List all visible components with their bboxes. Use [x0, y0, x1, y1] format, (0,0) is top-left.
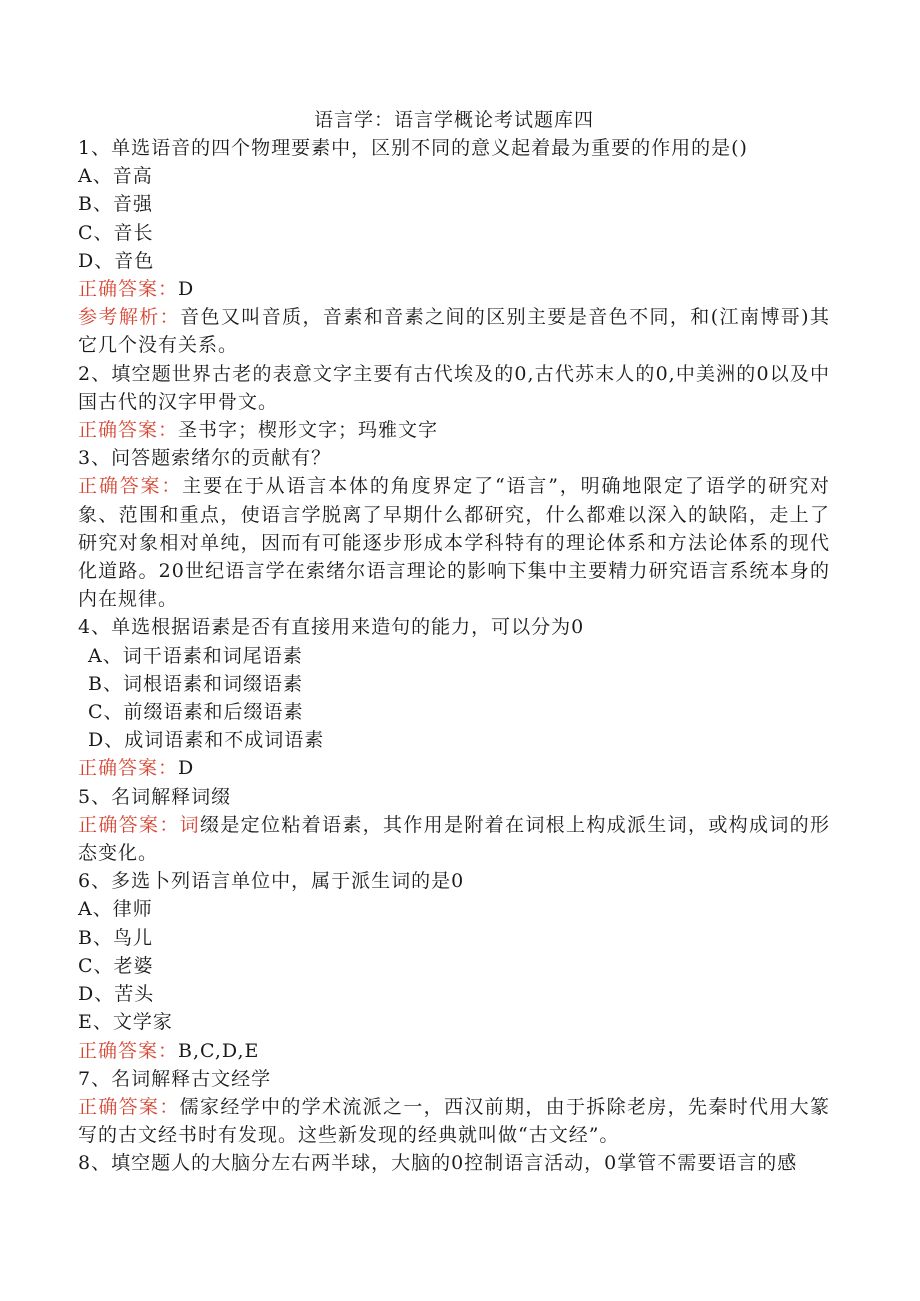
answer-label: 正确答案： — [78, 813, 180, 836]
q1-answer-value: D — [178, 278, 195, 301]
q4-option-c: C、前缀语素和后缀语素 — [88, 701, 304, 724]
q6-option-a: A、律师 — [78, 898, 153, 921]
q1-option-d: D、音色 — [78, 249, 155, 272]
q6-option-d: D、苦头 — [78, 983, 155, 1006]
q3-answer-value: 主要在于从语言本体的角度界定了“语言”，明确地限定了语学的研究对象、范围和重点，使语言学脱离了早期什么都研究，什么都难以深入的缺陷，走上了研究对象相对单纯，因而有可能逐步形成本学科特有的理论体系和方法论体系的现代化道路。20世纪语言学在索绪尔语言理论的影响下集中主要精力研究语言系统本身的内在规律。 — [78, 475, 830, 611]
question-3: 3、问答题索绪尔的贡献有？ — [78, 447, 332, 470]
q3-answer — [78, 472, 830, 613]
q7-answer — [78, 1093, 830, 1149]
q1-option-a: A、音高 — [78, 165, 153, 188]
question-2: 2、填空题世界古老的表意文字主要有古代埃及的0,古代苏末人的0,中美洲的0以及中国古代的汉字甲骨文。 — [78, 362, 830, 413]
document-page — [78, 106, 830, 1178]
q5-answer-prefix: 词 — [179, 813, 201, 836]
q1-answer — [78, 275, 830, 303]
answer-label: 正确答案： — [78, 1095, 180, 1118]
q4-option-b: B、词根语素和词缀语素 — [88, 672, 303, 695]
q2-answer-value: 圣书字；楔形文字；玛雅文字 — [178, 419, 439, 442]
q7-answer-value: 儒家经学中的学术流派之一，西汉前期，由于拆除老房，先秦时代用大篆写的古文经书时有发现。这些新发现的经典就叫做“古文经”。 — [78, 1095, 830, 1147]
answer-label: 正确答案： — [78, 1039, 179, 1062]
answer-label: 正确答案： — [78, 757, 179, 780]
answer-label: 正确答案： — [78, 278, 179, 301]
q6-option-b: B、鸟儿 — [78, 926, 153, 949]
question-8: 8、填空题人的大脑分左右两半球，大脑的0控制语言活动，0掌管不需要语言的感 — [78, 1152, 798, 1175]
q1-analysis — [78, 303, 830, 359]
q6-option-e: E、文学家 — [78, 1011, 173, 1034]
q4-answer — [78, 754, 830, 782]
question-1: 1、单选语音的四个物理要素中，区别不同的意义起着最为重要的作用的是() — [78, 137, 748, 159]
question-5: 5、名词解释词缀 — [78, 785, 232, 808]
question-4: 4、单选根据语素是否有直接用来造句的能力，可以分为0 — [78, 616, 585, 639]
question-7: 7、名词解释古文经学 — [78, 1067, 272, 1090]
q6-answer-value: B,C,D,E — [178, 1039, 260, 1062]
q2-answer — [78, 416, 830, 444]
q4-answer-value: D — [178, 757, 195, 780]
q4-option-d: D、成词语素和不成词语素 — [88, 729, 325, 752]
q6-answer — [78, 1037, 830, 1065]
q6-option-c: C、老婆 — [78, 954, 154, 977]
analysis-label: 参考解析： — [78, 306, 181, 329]
q4-option-a: A、词干语素和词尾语素 — [88, 644, 303, 667]
q1-option-b: B、音强 — [78, 193, 153, 216]
q5-answer-value: 缀是定位粘着语素，其作用是附着在词根上构成派生词，或构成词的形态变化。 — [78, 813, 830, 865]
question-6: 6、多选卜列语言单位中，属于派生词的是0 — [78, 870, 465, 893]
q1-analysis-text: 音色又叫音质，音素和音素之间的区别主要是音色不同，和(江南博哥)其它几个没有关系。 — [78, 306, 830, 357]
answer-label: 正确答案： — [78, 475, 183, 498]
document-title: 语言学：语言学概论考试题库四 — [313, 109, 594, 131]
answer-label: 正确答案： — [78, 419, 179, 442]
q5-answer — [78, 811, 830, 867]
q1-option-c: C、音长 — [78, 221, 154, 244]
